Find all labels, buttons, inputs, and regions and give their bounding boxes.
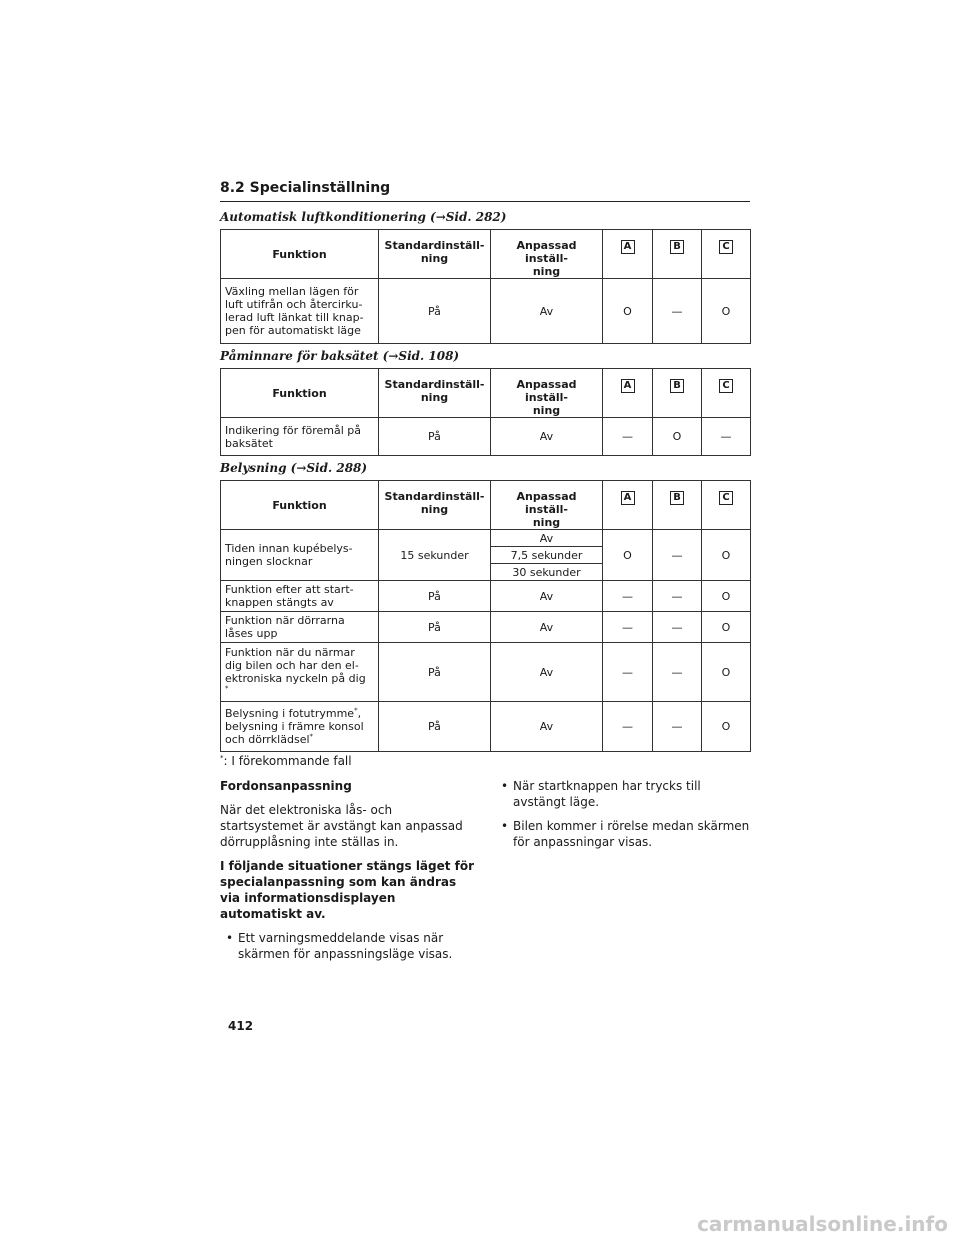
- cell-standard: På: [379, 418, 491, 456]
- bold-paragraph: I följande situationer stängs läget för specialanpassning som kan ändras via informationsdisplayen automatiskt av.: [220, 859, 475, 921]
- cell-funktion-text: Funktion när du närmar dig bilen och har den el-ektroniska nyckeln på dig: [225, 646, 366, 685]
- cell-b: —: [653, 643, 702, 702]
- heading-vehicle-customization: Fordonsanpassning: [220, 779, 352, 793]
- cell-c: O: [702, 279, 751, 344]
- cell-anpassad: Av: [491, 612, 603, 643]
- asterisk-mark: *: [309, 732, 314, 741]
- col-c-label: C: [719, 491, 733, 505]
- cell-b: —: [653, 279, 702, 344]
- cell-c: O: [702, 643, 751, 702]
- left-column: [220, 778, 475, 970]
- page-number: 412: [228, 1019, 254, 1033]
- cell-funktion: Funktion när dörrarna låses upp: [221, 612, 379, 643]
- col-b-label: B: [670, 491, 684, 505]
- col-standard: Standardinställ- ning: [379, 481, 491, 530]
- section-title-rear-seat: Påminnare för baksätet (→Sid. 108): [220, 349, 460, 363]
- col-c-label: C: [719, 379, 733, 393]
- cell-standard: På: [379, 702, 491, 752]
- cell-anpassad: Av: [491, 702, 603, 752]
- cell-c: O: [702, 702, 751, 752]
- cell-b: —: [653, 702, 702, 752]
- cell-c: O: [702, 612, 751, 643]
- table-row: [221, 279, 751, 344]
- bullet-item: • Bilen kommer i rörelse medan skärmen för anpassningar visas.: [495, 818, 750, 850]
- asterisk-mark: *: [354, 706, 358, 715]
- col-b-label: B: [670, 379, 684, 393]
- col-standard: Standardinställ- ning: [379, 369, 491, 418]
- cell-b: —: [653, 581, 702, 612]
- watermark: carmanualsonline.info: [697, 1212, 948, 1236]
- cell-option: Av: [491, 530, 603, 547]
- cell-a: —: [603, 702, 653, 752]
- footnote: [220, 753, 352, 769]
- footnote-text: : I förekommande fall: [223, 754, 352, 768]
- cell-b: —: [653, 612, 702, 643]
- cell-funktion: Indikering för föremål på baksätet: [221, 418, 379, 456]
- asterisk-mark: *: [225, 684, 229, 693]
- cell-option: 30 sekunder: [491, 564, 603, 581]
- cell-funktion-text-a: Belysning i fotutrymme: [225, 707, 355, 720]
- cell-standard: På: [379, 612, 491, 643]
- cell-a: —: [603, 612, 653, 643]
- col-a-label: A: [621, 491, 635, 505]
- col-a-label: A: [621, 240, 635, 254]
- cell-anpassad: Av: [491, 643, 603, 702]
- cell-c: O: [702, 581, 751, 612]
- col-c-label: C: [719, 240, 733, 254]
- cell-standard: 15 sekunder: [379, 530, 491, 581]
- col-anpassad: Anpassad inställ- ning: [491, 481, 603, 530]
- cell-standard: På: [379, 581, 491, 612]
- col-funktion: Funktion: [221, 369, 379, 418]
- section-title-air-conditioning: Automatisk luftkonditionering (→Sid. 282): [220, 210, 507, 224]
- table-row: [221, 581, 751, 612]
- col-b-label: B: [670, 240, 684, 254]
- cell-funktion: Växling mellan lägen för luft utifrån och återcirku-lerad luft länkat till knap-pen för automatiskt läge: [221, 279, 379, 344]
- table-air-conditioning: [220, 229, 751, 344]
- bullet-item: • När startknappen har trycks till avstängt läge.: [495, 778, 750, 810]
- cell-a: —: [603, 643, 653, 702]
- cell-c: —: [702, 418, 751, 456]
- table-row: [221, 643, 751, 702]
- table-lighting: [220, 480, 751, 752]
- col-anpassad: Anpassad inställ- ning: [491, 369, 603, 418]
- bullet-item: • Ett varningsmeddelande visas när skärmen för anpassningsläge visas.: [220, 930, 475, 962]
- cell-option: 7,5 sekunder: [491, 547, 603, 564]
- cell-a: O: [603, 530, 653, 581]
- col-a-label: A: [621, 379, 635, 393]
- table-row: [221, 418, 751, 456]
- table-rear-seat: [220, 368, 751, 456]
- cell-funktion: Tiden innan kupébelys-ningen slocknar: [221, 530, 379, 581]
- cell-standard: På: [379, 643, 491, 702]
- col-funktion: Funktion: [221, 230, 379, 279]
- cell-funktion: [221, 643, 379, 702]
- table-row: [221, 612, 751, 643]
- col-anpassad: Anpassad inställ- ning: [491, 230, 603, 279]
- cell-anpassad: Av: [491, 581, 603, 612]
- cell-funktion-text-b: , belysning i främre konsol och dörrklädsel: [225, 707, 364, 746]
- cell-standard: På: [379, 279, 491, 344]
- col-standard: Standardinställ- ning: [379, 230, 491, 279]
- right-column: [495, 778, 750, 858]
- cell-b: —: [653, 530, 702, 581]
- cell-funktion: Funktion efter att start-knappen stängts av: [221, 581, 379, 612]
- cell-c: O: [702, 530, 751, 581]
- section-header: 8.2 Specialinställning: [220, 178, 750, 202]
- paragraph: När det elektroniska lås- och startsystemet är avstängt kan anpassad dörrupplåsning inte ställas in.: [220, 803, 463, 849]
- section-title-lighting: Belysning (→Sid. 288): [220, 461, 368, 475]
- cell-a: —: [603, 581, 653, 612]
- table-row: [221, 530, 751, 547]
- cell-anpassad: Av: [491, 279, 603, 344]
- cell-b: O: [653, 418, 702, 456]
- footnote-mark: *: [220, 754, 224, 762]
- col-funktion: Funktion: [221, 481, 379, 530]
- cell-a: —: [603, 418, 653, 456]
- cell-anpassad: Av: [491, 418, 603, 456]
- cell-a: O: [603, 279, 653, 344]
- cell-funktion: [221, 702, 379, 752]
- table-row: [221, 702, 751, 752]
